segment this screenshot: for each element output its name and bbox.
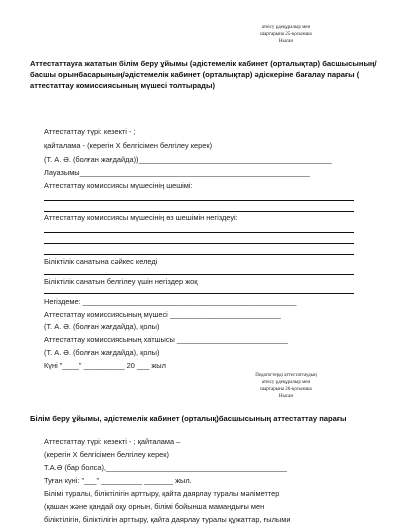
decision-rule xyxy=(44,211,354,212)
basis-rule xyxy=(44,254,354,255)
form-26-note xyxy=(228,372,344,400)
birth-date-line: Туған күні: "___" __________ _______ жыл. xyxy=(44,476,192,485)
note-line: Нысан xyxy=(278,394,294,399)
note-line: Педагогтерді аттестаттаудың xyxy=(255,373,317,378)
fio-line-2: Т.А.Ә (бар болса),____________________________________________ xyxy=(44,463,287,472)
note-line: атеісу ұдеқұралыр мен xyxy=(261,380,311,385)
basis-rule xyxy=(44,232,354,233)
note-line: Нысан xyxy=(278,39,294,44)
decision-rule xyxy=(44,200,354,201)
position-line: Лауазымы________________________________________________________ xyxy=(44,168,310,177)
heading-line: аттестаттау комиссиясының мүшесі толтырады) xyxy=(30,81,216,90)
heading-line: Аттестаттауға жататын білім беру ұйымы (әдістемелік кабинет (орталықтар) басшысының/ xyxy=(30,59,377,68)
member-line: Аттестаттау комиссиясының мүшесі ___________________________ xyxy=(44,310,281,319)
note-line: шартарына 25-қосымша xyxy=(260,32,312,37)
note-line: шартарына 26-қосымша xyxy=(260,387,312,392)
basis-rule xyxy=(44,243,354,244)
evaluation-sheet-heading xyxy=(30,58,377,91)
education-line: Білімі туралы, біліктілігін арттыру, қайта даярлау туралы мәліметтер xyxy=(44,489,280,498)
heading-line: басшы орынбасарының/әдістемелік кабинет (орталықтар) әдіскеріне бағалау парағы ( xyxy=(30,70,360,79)
secretary-fio: (Т. А. Ә. (болған жағдайда), қолы) xyxy=(44,348,160,357)
member-fio: (Т. А. Ә. (болған жағдайда), қолы) xyxy=(44,322,160,331)
category-rule xyxy=(44,274,354,275)
basis-label: Аттестаттау комиссиясы мүшесінің өз шешімін негіздеуі: xyxy=(44,213,238,222)
note-line: атеісу ұдеқұралыр мен xyxy=(261,25,311,30)
no-grounds-label: Біліктілік санатын белгілеу үшін негіздер жоқ xyxy=(44,277,198,286)
category-label: Біліктілік санатына сәйкес келеді xyxy=(44,257,158,266)
remark-line: Негіздеме: ____________________________________________________ xyxy=(44,297,297,306)
decision-label: Аттестаттау комиссиясы мүшесінің шешімі: xyxy=(44,181,193,190)
form-25-note xyxy=(236,24,336,45)
fio-line: (Т. А. Ә. (болған жағдайда))_______________________________________________ xyxy=(44,155,332,164)
mark-instruction: (керегін Х белгісімен белгілеу керек) xyxy=(44,450,169,459)
repeat-line: қайталама - (керегін Х белгісімен белгілеу керек) xyxy=(44,141,213,150)
date-line: Күні "____" __________ 20 ___ жыл xyxy=(44,361,166,370)
education-line: біліктілігін, біліктілігін арттыру, қайта даярлау туралы құжаттар, ғылыми xyxy=(44,515,291,524)
education-line: (қашан және қандай оқу орнын, білімі бойынша мамандығы мен xyxy=(44,502,265,511)
no-grounds-rule xyxy=(44,293,354,294)
attestation-type-line: Аттестаттау түрі: кезекті - ; xyxy=(44,127,136,136)
attestation-sheet-heading: Білім беру ұйымы, әдістемелік кабинет (орталық)басшысының аттестаттау парағы xyxy=(30,414,347,423)
attestation-type-line-2: Аттестаттау түрі: кезекті - ; қайталама – xyxy=(44,437,181,446)
secretary-line: Аттестаттау комиссиясының хатшысы ___________________________ xyxy=(44,335,288,344)
